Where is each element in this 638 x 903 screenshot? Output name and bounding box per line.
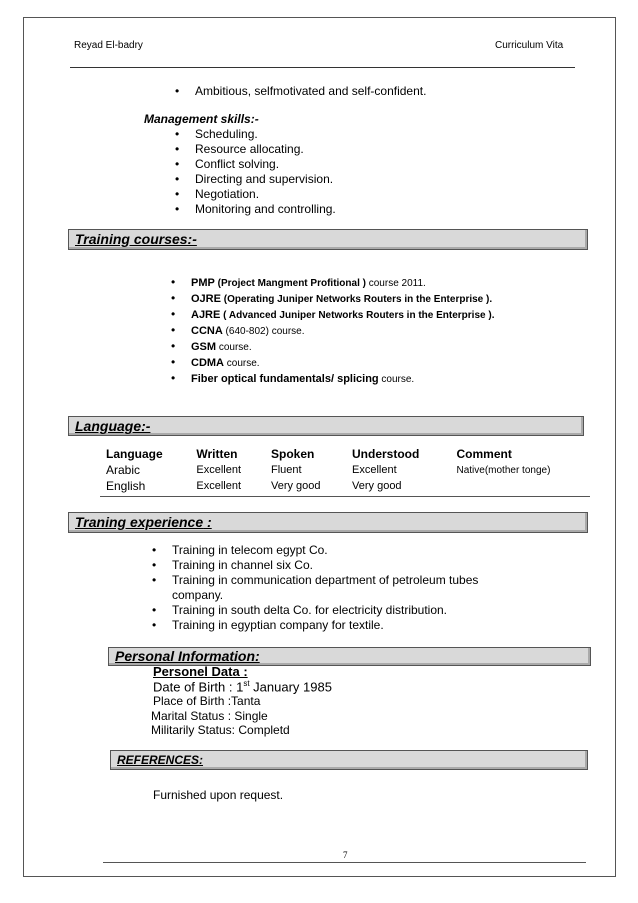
- table-header-row: [100, 446, 590, 462]
- col-header: Understood: [352, 447, 420, 461]
- marital-status: Marital Status : Single: [151, 709, 268, 723]
- list-item: • GSM course.: [167, 339, 494, 355]
- col-header: Comment: [456, 447, 512, 461]
- list-item: • AJRE ( Advanced Juniper Networks Routers in the Enterprise ).: [167, 307, 494, 323]
- col-header: Written: [196, 447, 238, 461]
- footer-divider: [103, 862, 586, 863]
- header-divider: [70, 67, 575, 68]
- list-item: • PMP (Project Mangment Profitional ) course 2011.: [167, 275, 494, 291]
- table-cell: Excellent: [190, 478, 265, 497]
- header-title: Curriculum Vita: [495, 40, 564, 51]
- table-cell: Excellent: [196, 464, 242, 476]
- list-item: • Training in south delta Co. for electricity distribution.: [148, 603, 488, 618]
- table-cell: [450, 478, 590, 497]
- date-of-birth: Date of Birth : 1st January 1985: [153, 679, 332, 695]
- language-table: [100, 446, 590, 497]
- list-item: • Directing and supervision.: [171, 172, 336, 187]
- table-cell: Very good: [265, 478, 346, 497]
- section-title: REFERENCES:: [117, 753, 204, 767]
- references-heading: [110, 750, 588, 770]
- place-of-birth: Place of Birth :Tanta: [153, 694, 261, 708]
- col-header: Language: [106, 447, 163, 461]
- section-title: Training courses:-: [75, 231, 197, 247]
- training-courses-list: [167, 275, 494, 387]
- list-item: • Fiber optical fundamentals/ splicing course.: [167, 371, 494, 387]
- section-title: Language:-: [75, 418, 151, 434]
- table-row: [100, 462, 590, 478]
- training-courses-heading: [68, 229, 588, 250]
- personal-data-subtitle: Personel Data :: [153, 664, 248, 679]
- table-cell: English: [100, 478, 190, 497]
- list-item: • Conflict solving.: [171, 157, 336, 172]
- management-list: [171, 127, 336, 217]
- list-item: • Resource allocating.: [171, 142, 336, 157]
- header-name: Reyad El-badry: [74, 40, 143, 51]
- table-cell: Arabic: [106, 463, 141, 477]
- management-title: Management skills:-: [144, 112, 259, 126]
- table-cell: Fluent: [270, 464, 302, 476]
- list-item: • Scheduling.: [171, 127, 336, 142]
- military-status: Militarily Status: Completd: [151, 723, 290, 737]
- list-item: • OJRE (Operating Juniper Networks Routers in the Enterprise ).: [167, 291, 494, 307]
- references-text: Furnished upon request.: [153, 788, 284, 802]
- section-title: Personal Information:: [115, 648, 260, 664]
- list-item: • CDMA course.: [167, 355, 494, 371]
- list-item: • Training in telecom egypt Co.: [148, 543, 488, 558]
- list-item: • Ambitious, selfmotivated and self-confident.: [171, 84, 426, 99]
- table-row: [100, 478, 590, 497]
- language-heading: [68, 416, 584, 436]
- section-title: Traning experience :: [75, 514, 212, 530]
- list-item: • Training in egyptian company for textile.: [148, 618, 488, 633]
- training-experience-heading: [68, 512, 588, 533]
- list-item: • Training in channel six Co.: [148, 558, 488, 573]
- page-number: 7: [343, 850, 348, 860]
- top-bullet-list: [171, 84, 426, 99]
- list-item: • Negotiation.: [171, 187, 336, 202]
- table-cell: Native(mother tonge): [456, 464, 551, 476]
- table-cell: Excellent: [352, 464, 397, 476]
- list-item: • Training in communication department of petroleum tubes company.: [148, 573, 488, 603]
- list-item: • Monitoring and controlling.: [171, 202, 336, 217]
- col-header: Spoken: [270, 447, 315, 461]
- list-item: • CCNA (640-802) course.: [167, 323, 494, 339]
- training-experience-list: [148, 543, 488, 633]
- table-cell: Very good: [346, 478, 450, 497]
